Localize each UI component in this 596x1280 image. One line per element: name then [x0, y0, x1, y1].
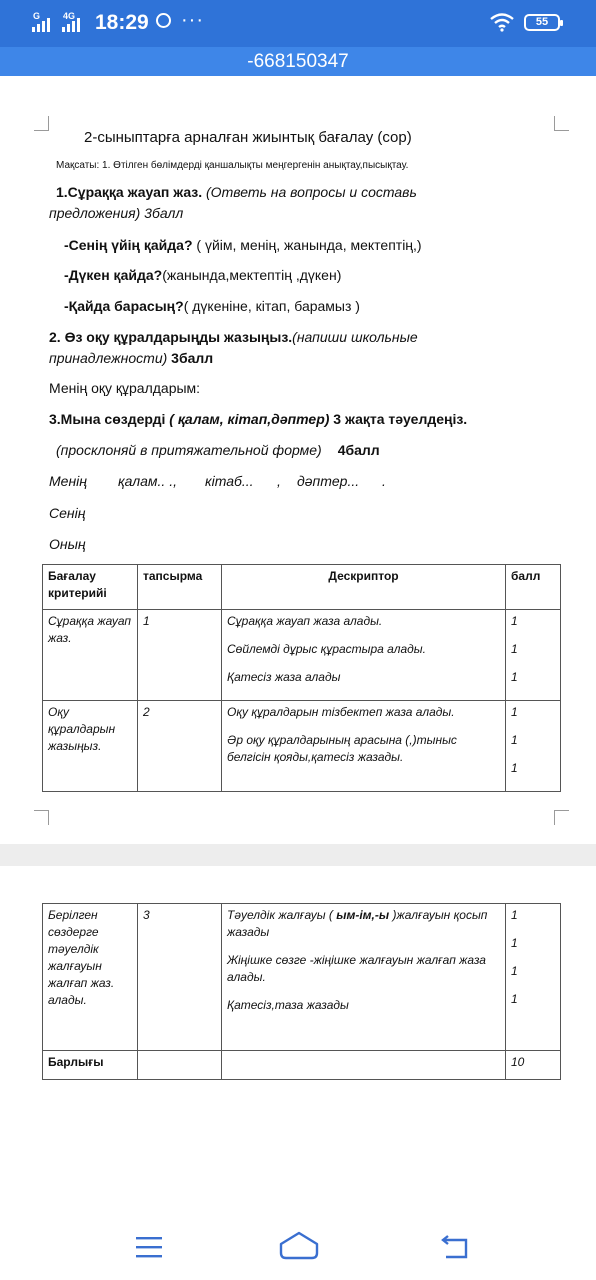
descriptor-item: Жіңішке сөзге -жіңішке жалғауын жалғап жаза алады.	[227, 953, 486, 984]
task-3-hint-line	[56, 442, 380, 458]
wifi-icon	[490, 12, 514, 32]
descriptor-item: Қатесіз жаза алады	[227, 670, 341, 684]
page-corner-mark	[554, 116, 569, 131]
descriptor-cell	[222, 610, 506, 701]
page-corner-mark	[554, 810, 569, 825]
form-depter: дәптер...	[297, 473, 360, 489]
criterion-cell: Сұраққа жауап жаз.	[43, 610, 138, 701]
form-period: .	[382, 473, 386, 489]
point-value: 1	[511, 705, 518, 719]
page-corner-mark	[34, 116, 49, 131]
criterion-cell: Оқу құралдарын жазыңыз.	[43, 701, 138, 792]
document-aim: Мақсаты: 1. Өтілген бөлімдерді қаншалықты меңгергенін анықтау,пысықтау.	[56, 160, 409, 171]
point-value: 1	[511, 670, 518, 684]
form-menin: Менің	[49, 473, 87, 489]
document-title: 2-сыныптарға арналған жиынтық бағалау (сор)	[84, 129, 412, 146]
network-type-label: G	[33, 11, 41, 21]
navigation-bar	[0, 1216, 596, 1280]
points-cell	[506, 904, 561, 1051]
descriptor-item: Сұраққа жауап жаза алады.	[227, 614, 383, 628]
empty-cell	[222, 1051, 506, 1080]
question-2-text: -Дүкен қайда?	[64, 267, 163, 283]
back-icon[interactable]	[440, 1234, 470, 1260]
points-cell	[506, 701, 561, 792]
task-3-tail: 3 жақта тәуелдеңіз.	[329, 411, 468, 427]
header-points: балл	[506, 565, 561, 610]
question-2	[64, 267, 341, 283]
status-bar	[0, 0, 596, 47]
point-value: 1	[511, 761, 518, 775]
descriptor-cell	[222, 904, 506, 1051]
task-3-words: ( қалам, кітап,дәптер)	[169, 411, 330, 427]
page-separator	[0, 844, 596, 866]
question-1	[64, 237, 422, 253]
form-kalam: қалам.. .,	[118, 473, 177, 489]
descriptor-item: Әр оқу құралдарының арасына (,)тыныс белгісін қояды,қатесіз жазады.	[227, 733, 457, 764]
task-1-hint-cont: предложения) 3балл	[49, 205, 184, 221]
whatsapp-icon	[156, 13, 171, 28]
task-3-heading: 3.Мына сөздерді	[49, 411, 170, 427]
point-value: 1	[511, 936, 518, 950]
table-total-row	[43, 1051, 561, 1080]
task-cell: 1	[138, 610, 222, 701]
descriptor-item: Қатесіз,таза жазады	[227, 998, 349, 1012]
form-onyn: Оның	[49, 536, 86, 552]
question-1-text: -Сенің үйің қайда?	[64, 237, 193, 253]
empty-cell	[138, 1051, 222, 1080]
total-label: Барлығы	[43, 1051, 138, 1080]
descriptor-text-pre: Тәуелдік жалғауы (	[227, 908, 337, 922]
task-3-points: 4балл	[337, 442, 380, 458]
home-icon[interactable]	[279, 1230, 319, 1260]
menu-icon[interactable]	[135, 1235, 163, 1259]
document-page-2	[0, 866, 596, 1216]
table-row	[43, 701, 561, 792]
table-row	[43, 610, 561, 701]
task-2-points: 3балл	[167, 350, 214, 366]
table-row	[43, 904, 561, 1051]
task-3-hint: (просклоняй в притяжательной форме)	[56, 442, 322, 458]
form-comma: ,	[277, 473, 281, 489]
task-2-heading: 2. Өз оқу құралдарыңды жазыңыз.	[49, 329, 293, 345]
rubric-table	[42, 564, 561, 792]
sender-id-bar[interactable]: -668150347	[0, 47, 596, 76]
point-value: 1	[511, 908, 518, 922]
task-1-line	[56, 184, 417, 200]
task-3-line	[49, 411, 467, 427]
descriptor-item	[227, 907, 500, 941]
signal-icon	[32, 18, 50, 32]
points-cell	[506, 610, 561, 701]
page-corner-mark	[34, 810, 49, 825]
descriptor-text-bold: ым-ім,-ы	[336, 908, 390, 922]
battery-icon: 55	[524, 14, 560, 31]
signal-icon-2	[62, 18, 80, 32]
header-task: тапсырма	[138, 565, 222, 610]
question-3-text: -Қайда барасың?	[64, 298, 184, 314]
question-3	[64, 298, 360, 314]
task-2-hint: (напиши школьные	[292, 329, 418, 345]
table-header-row	[43, 565, 561, 610]
point-value: 1	[511, 964, 518, 978]
task-2-hint-cont: принадлежности)	[49, 350, 168, 366]
document-page-1	[0, 76, 596, 844]
task-1-hint: (Ответь на вопросы и составь	[202, 184, 417, 200]
task-2-line	[49, 329, 418, 345]
form-kitab: кітаб...	[205, 473, 254, 489]
more-notifications-icon: ···	[181, 9, 204, 31]
point-value: 1	[511, 642, 518, 656]
question-2-words: (жанында,мектептің ,дүкен)	[162, 267, 342, 283]
question-3-words: ( дүкеніне, кітап, барамыз )	[183, 298, 360, 314]
point-value: 1	[511, 614, 518, 628]
task-2-line-2	[49, 350, 213, 366]
network-4g-label: 4G	[63, 11, 76, 21]
header-descriptor: Дескриптор	[222, 565, 506, 610]
question-1-words: ( үйім, менің, жанында, мектептің,)	[192, 237, 422, 253]
task-1-heading: 1.Сұраққа жауап жаз.	[56, 184, 203, 200]
total-points: 10	[506, 1051, 561, 1080]
criterion-cell: Берілген сөздерге тәуелдік жалғауын жалғап жаз. алады.	[43, 904, 138, 1051]
point-value: 1	[511, 733, 518, 747]
my-tools-label: Менің оқу құралдарым:	[49, 380, 201, 396]
descriptor-cell	[222, 701, 506, 792]
descriptor-text-post: )жалғауын қосып жазады	[227, 908, 488, 939]
rubric-table-continued	[42, 903, 561, 1080]
descriptor-item: Сөйлемді дұрыс құрастыра алады.	[227, 642, 426, 656]
task-cell: 2	[138, 701, 222, 792]
descriptor-item: Оқу құралдарын тізбектеп жаза алады.	[227, 705, 455, 719]
task-cell: 3	[138, 904, 222, 1051]
header-criterion: Бағалау критерийі	[43, 565, 138, 610]
clock: 18:29	[95, 11, 149, 34]
form-senin: Сенің	[49, 505, 86, 521]
point-value: 1	[511, 992, 518, 1006]
